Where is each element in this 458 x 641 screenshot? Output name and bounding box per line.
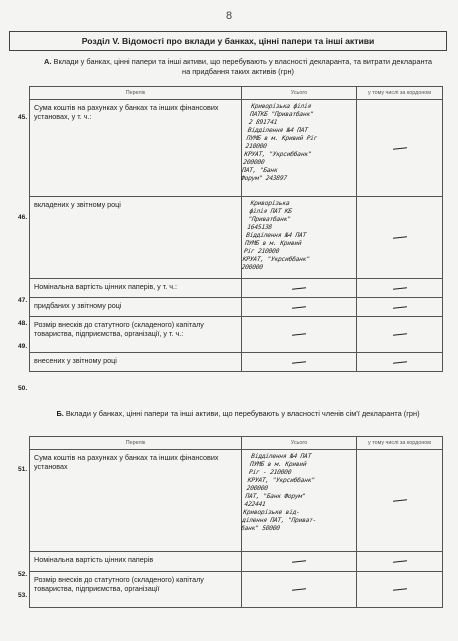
col-header-total: Усього: [242, 437, 357, 450]
row-total: [242, 197, 357, 279]
dash-mark: [292, 333, 306, 335]
row-label: Розмір внесків до статутного (складеного) капіталу товариства, підприємства, організації: [30, 572, 242, 608]
part-a-text: Вклади у банках, цінні папери та інші активи, що перебувають у власності декларанта, та витрати декларанта на придбання таких активів (грн): [53, 57, 432, 76]
row-label: Номінальна вартість цінних паперів, у т. ч.:: [30, 279, 242, 298]
row-label: Сума коштів на рахунках у банках та інших фінансових установах, у т. ч.:: [30, 100, 242, 197]
row-number: 48.: [18, 320, 28, 327]
row-number: 52.: [18, 571, 28, 578]
table-row: [30, 100, 443, 197]
part-b-table: [29, 436, 443, 608]
row-abroad: [357, 197, 443, 279]
part-a-heading: [40, 57, 436, 77]
handwritten-total: Криворізька філія ПАТКБ "Приватбанк" 2 891741 Відділення №4 ПАТ ПУМБ в м. Кривий Ріг 210000 КРУАТ, "Укрсиббанк" 200000 ПАТ, "Банк Форум" 243897: [240, 103, 318, 182]
dash-mark: [392, 306, 406, 308]
part-a-letter: А.: [44, 57, 52, 66]
row-abroad: [357, 353, 443, 372]
table-row: [30, 552, 443, 572]
dash-mark: [392, 560, 406, 562]
row-label: придбаних у звітному році: [30, 298, 242, 317]
row-total: [242, 279, 357, 298]
row-label: Сума коштів на рахунках у банках та інших фінансових установах: [30, 450, 242, 552]
dash-mark: [292, 287, 306, 289]
row-number: 49.: [18, 343, 28, 350]
col-header-abroad: у тому числі за кордоном: [357, 87, 443, 100]
row-abroad: [357, 100, 443, 197]
dash-mark: [392, 236, 406, 238]
part-b-letter: Б.: [56, 409, 64, 418]
row-number: 47.: [18, 297, 28, 304]
row-label: внесених у звітному році: [30, 353, 242, 372]
page-number: 8: [225, 10, 233, 22]
table-row: [30, 298, 443, 317]
row-total: [242, 552, 357, 572]
row-number: 46.: [18, 214, 28, 221]
dash-mark: [392, 287, 406, 289]
dash-mark: [392, 588, 406, 590]
row-abroad: [357, 552, 443, 572]
row-label: Номінальна вартість цінних паперів: [30, 552, 242, 572]
table-row: [30, 450, 443, 552]
section-title: Розділ V. Відомості про вклади у банках, цінні папери та інші активи: [9, 31, 447, 51]
part-a-table: [29, 86, 443, 372]
table-row: [30, 279, 443, 298]
part-b-heading: [40, 409, 436, 419]
row-total: [242, 100, 357, 197]
col-header-abroad: у тому числі за кордоном: [357, 437, 443, 450]
row-abroad: [357, 298, 443, 317]
row-abroad: [357, 450, 443, 552]
row-abroad: [357, 317, 443, 353]
dash-mark: [392, 499, 406, 501]
row-total: [242, 450, 357, 552]
part-b-text: Вклади у банках, цінні папери та інші активи, що перебувають у власності членів сім'ї декларанта (грн): [65, 409, 420, 418]
table-row: [30, 353, 443, 372]
row-number: 51.: [18, 466, 28, 473]
dash-mark: [392, 333, 406, 335]
row-number: 50.: [18, 385, 28, 392]
dash-mark: [392, 147, 406, 149]
col-header-list: Перелік: [30, 87, 242, 100]
handwritten-total: Відділення №4 ПАТ ПУМБ в м. Кривий Ріг - 210000 КРУАТ, "Укрсиббанк" 200000 ПАТ, "Банк Форум" 422441 Криворізьке від- ділення ПАТ, "Приват- банк" 50000: [240, 453, 317, 532]
dash-mark: [292, 361, 306, 363]
row-total: [242, 572, 357, 608]
row-label: Розмір внесків до статутного (складеного) капіталу товариства, підприємства, організації, у т. ч.:: [30, 317, 242, 353]
row-total: [242, 298, 357, 317]
row-number: 53.: [18, 592, 28, 599]
dash-mark: [292, 306, 306, 308]
row-total: [242, 353, 357, 372]
table-row: [30, 197, 443, 279]
handwritten-total: Криворізька філія ПАТ КБ "Приватбанк" 1645138 Відділення №4 ПАТ ПУМБ в м. Кривий Ріг 210000 КРУАТ, "Укрсиббанк" 200000: [241, 200, 311, 271]
table-row: [30, 572, 443, 608]
dash-mark: [392, 361, 406, 363]
col-header-list: Перелік: [30, 437, 242, 450]
row-abroad: [357, 279, 443, 298]
table-row: [30, 317, 443, 353]
dash-mark: [292, 560, 306, 562]
dash-mark: [292, 588, 306, 590]
row-number: 45.: [18, 114, 28, 121]
row-label: вкладених у звітному році: [30, 197, 242, 279]
row-abroad: [357, 572, 443, 608]
col-header-total: Усього: [242, 87, 357, 100]
row-total: [242, 317, 357, 353]
